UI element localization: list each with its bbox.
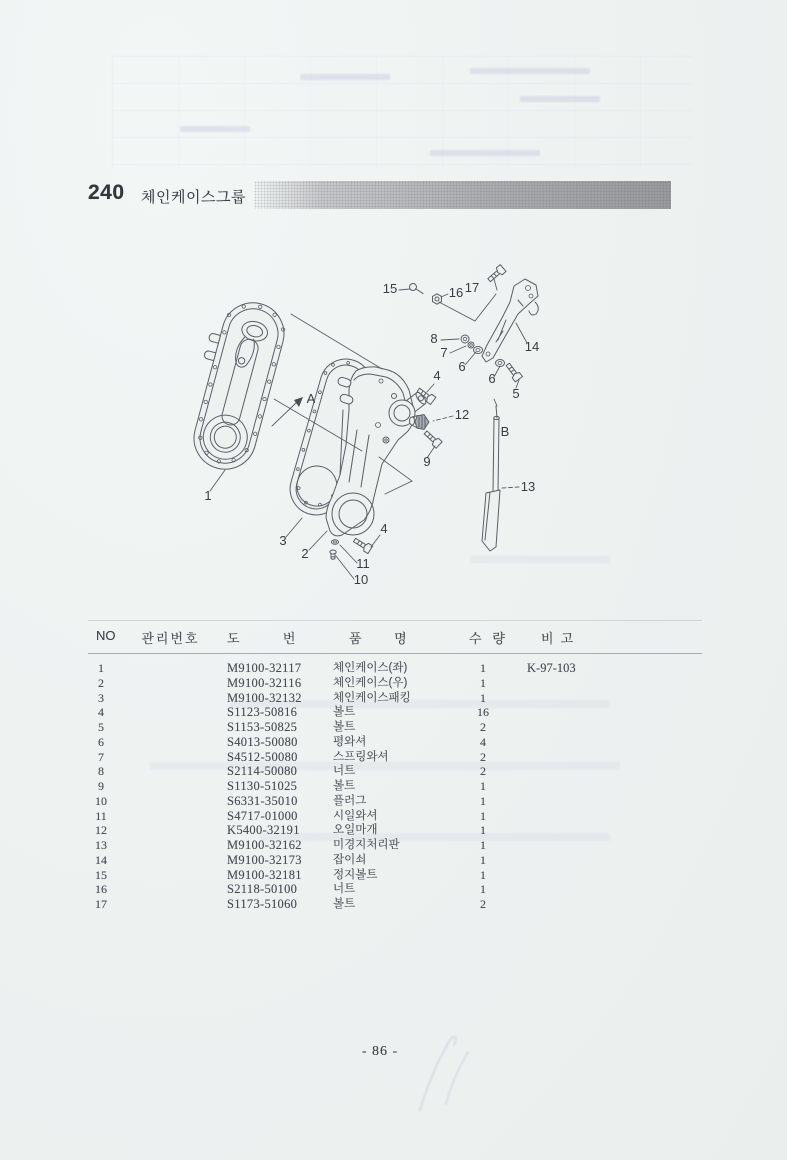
cell-remarks <box>513 868 702 883</box>
cell-part-name: 플러그 <box>333 794 367 807</box>
cell-no: 17 <box>95 897 107 911</box>
cell-part-name: 시일와셔 <box>333 809 378 822</box>
view-label-b: B <box>500 424 510 439</box>
cell-remarks <box>513 676 702 691</box>
cell-remarks <box>513 809 702 824</box>
cell-management-number <box>114 720 227 735</box>
cell-drawing-number: S6331-35010 <box>227 793 298 808</box>
cell-management-number <box>114 764 227 779</box>
table-row <box>88 764 702 779</box>
cell-no: 15 <box>95 867 107 882</box>
cell-management-number <box>114 897 227 912</box>
table-row <box>88 720 702 735</box>
cell-part-name: 스프링와셔 <box>333 750 389 763</box>
spring-washer-7-icon <box>468 342 474 348</box>
cell-quantity: 1 <box>480 661 486 675</box>
cell-remarks <box>513 720 702 735</box>
table-row <box>88 868 702 883</box>
part-label: 15 <box>382 281 398 296</box>
part-label: 6 <box>458 359 466 374</box>
cell-part-name: 볼트 <box>333 780 356 792</box>
parts-diagram-drawing <box>150 250 620 620</box>
parts-table <box>88 620 702 912</box>
cell-remarks <box>513 691 702 706</box>
part-label: 8 <box>430 331 438 346</box>
cell-drawing-number: M9100-32173 <box>227 852 302 867</box>
table-row <box>88 750 702 765</box>
scan-ghost-mark <box>180 126 250 132</box>
header-management-number: 관리번호 <box>141 631 200 646</box>
table-row <box>88 809 702 824</box>
cell-management-number <box>114 676 227 691</box>
cell-drawing-number: S1123-50816 <box>227 705 298 720</box>
cell-drawing-number: M9100-32117 <box>227 661 302 675</box>
table-row <box>88 853 702 868</box>
seal-washer-11-icon <box>332 540 339 545</box>
cell-part-name: 볼트 <box>333 721 356 733</box>
cell-quantity: 1 <box>480 882 486 897</box>
cell-part-name: 체인케이스(좌) <box>333 662 408 674</box>
bolt-9-icon <box>422 429 442 448</box>
cell-remarks <box>513 735 702 750</box>
cell-management-number <box>114 809 227 824</box>
cell-management-number <box>114 838 227 853</box>
header-drawing-number: 도 번 <box>227 631 296 646</box>
cell-drawing-number: S4512-50080 <box>227 749 298 764</box>
cell-part-name: 오일마개 <box>333 824 378 837</box>
header-remarks: 비 고 <box>541 631 574 646</box>
oil-plug-12-icon <box>410 415 430 430</box>
part-label: 12 <box>454 407 470 422</box>
cell-management-number <box>114 853 227 868</box>
part-label: 7 <box>440 345 448 360</box>
cell-quantity: 2 <box>480 749 486 764</box>
part-label: 6 <box>488 371 496 386</box>
cell-quantity: 1 <box>480 690 486 705</box>
cell-part-name: 체인케이스(우) <box>333 676 408 689</box>
cell-no: 13 <box>95 838 107 852</box>
cell-remarks: K-97-103 <box>527 661 576 675</box>
cell-no: 12 <box>95 823 107 838</box>
table-row <box>88 823 702 838</box>
table-row <box>88 897 702 912</box>
cell-management-number <box>114 823 227 838</box>
cell-quantity: 1 <box>480 793 486 808</box>
cell-quantity: 2 <box>480 720 486 734</box>
cell-no: 2 <box>98 675 104 690</box>
cell-no: 8 <box>98 764 104 779</box>
table-row <box>88 676 702 691</box>
cell-remarks <box>513 794 702 809</box>
cell-part-name: 잡이쇠 <box>333 853 367 866</box>
view-label-a: A <box>306 391 316 406</box>
cell-quantity: 16 <box>477 705 489 720</box>
cell-drawing-number: S1130-51025 <box>227 779 298 793</box>
flat-washer-6-icon <box>474 347 483 354</box>
part-label: 1 <box>204 488 212 503</box>
cell-remarks <box>513 882 702 897</box>
stop-bolt-15-icon <box>408 282 425 296</box>
cell-remarks <box>513 764 702 779</box>
table-row <box>88 794 702 809</box>
cell-drawing-number: S4013-50080 <box>227 734 298 749</box>
cell-no: 14 <box>95 852 107 867</box>
part-label: 10 <box>353 572 369 587</box>
page-number: - 86 - <box>361 1044 399 1059</box>
cell-no: 7 <box>98 749 104 764</box>
cell-drawing-number: S1173-51060 <box>227 897 298 911</box>
cell-quantity: 1 <box>480 867 486 882</box>
cell-part-name: 평와셔 <box>333 735 367 748</box>
section-header-bar <box>254 181 671 209</box>
cell-drawing-number: M9100-32132 <box>227 690 302 705</box>
scan-ghost-grid <box>112 56 692 168</box>
cell-quantity: 1 <box>480 823 486 838</box>
cell-remarks <box>513 779 702 794</box>
header-no: NO <box>96 628 116 643</box>
cell-part-name: 너트 <box>333 883 356 896</box>
cell-part-name: 볼트 <box>333 898 356 910</box>
header-part-name: 품 명 <box>349 631 407 646</box>
scan-ghost-mark <box>430 150 540 156</box>
flat-washer-6-icon <box>496 360 505 367</box>
cell-management-number <box>114 882 227 897</box>
cell-quantity: 1 <box>480 675 486 690</box>
parts-table-header <box>88 620 702 654</box>
cell-no: 5 <box>98 720 104 734</box>
cell-no: 16 <box>95 882 107 897</box>
cell-quantity: 2 <box>480 764 486 779</box>
assembly-line <box>379 457 412 494</box>
table-row <box>88 882 702 897</box>
table-row <box>88 705 702 720</box>
cell-management-number <box>114 705 227 720</box>
parts-diagram <box>150 250 620 620</box>
scan-ghost-handwriting <box>398 1032 488 1132</box>
scan-ghost-mark <box>300 74 390 80</box>
cell-management-number <box>114 735 227 750</box>
table-row <box>88 838 702 853</box>
cell-no: 4 <box>98 705 104 720</box>
cell-quantity: 4 <box>480 734 486 749</box>
part-label: 2 <box>301 546 309 561</box>
cell-drawing-number: K5400-32191 <box>227 823 300 838</box>
parts-table-body <box>88 654 702 912</box>
table-row <box>88 779 702 794</box>
cell-quantity: 1 <box>480 838 486 852</box>
cell-remarks <box>513 750 702 765</box>
cell-no: 3 <box>98 690 104 705</box>
part-label: 16 <box>448 285 464 300</box>
cell-no: 9 <box>98 779 104 793</box>
scan-ghost-mark <box>470 68 590 74</box>
bolt-5-icon <box>504 362 522 382</box>
part-label: 11 <box>356 556 370 571</box>
cell-management-number <box>114 661 227 676</box>
part-label: 14 <box>524 339 540 354</box>
cell-part-name: 정지볼트 <box>333 868 378 881</box>
bolt-17-icon <box>486 265 506 284</box>
part-label: 4 <box>433 368 441 383</box>
cell-part-name: 체인케이스패킹 <box>333 691 411 704</box>
cell-management-number <box>114 779 227 794</box>
cell-drawing-number: S2118-50100 <box>227 882 298 897</box>
cell-management-number <box>114 868 227 883</box>
cell-part-name: 미경지처리판 <box>333 839 400 851</box>
cell-quantity: 1 <box>480 852 486 867</box>
scan-ghost-mark <box>520 96 600 102</box>
cell-remarks <box>513 705 702 720</box>
cell-drawing-number: M9100-32162 <box>227 838 302 852</box>
table-row <box>88 735 702 750</box>
cell-management-number <box>114 750 227 765</box>
cell-quantity: 2 <box>480 897 486 911</box>
chain-case-left-drawing <box>177 293 291 476</box>
cell-drawing-number: S2114-50080 <box>227 764 298 779</box>
cell-part-name: 너트 <box>333 765 356 778</box>
nut-8-icon <box>461 335 469 343</box>
part-label: 3 <box>279 533 287 548</box>
cell-no: 1 <box>98 661 104 675</box>
cell-drawing-number: S4717-01000 <box>227 808 298 823</box>
part-label: 17 <box>464 280 480 295</box>
cell-no: 11 <box>95 808 107 823</box>
section-title: 체인케이스그룹 <box>141 189 246 206</box>
part-label: 5 <box>512 386 520 401</box>
cell-remarks <box>513 823 702 838</box>
cell-quantity: 1 <box>480 779 486 793</box>
table-row <box>88 691 702 706</box>
cell-management-number <box>114 691 227 706</box>
part-label: 9 <box>423 454 431 469</box>
part-label: 13 <box>520 479 536 494</box>
cell-drawing-number: M9100-32181 <box>227 867 302 882</box>
header-quantity: 수 량 <box>469 631 505 646</box>
cell-quantity: 1 <box>480 808 486 823</box>
view-a-arrow <box>272 397 303 426</box>
cell-drawing-number: S1153-50825 <box>227 720 298 734</box>
cell-no: 6 <box>98 734 104 749</box>
bolt-4-icon <box>352 536 372 553</box>
plug-10-icon <box>330 550 336 559</box>
cell-management-number <box>114 794 227 809</box>
cell-remarks <box>513 838 702 853</box>
cell-remarks <box>513 897 702 912</box>
cell-drawing-number: M9100-32116 <box>227 675 302 690</box>
cell-part-name: 볼트 <box>333 706 356 719</box>
cell-no: 10 <box>95 793 107 808</box>
cell-remarks <box>513 853 702 868</box>
section-number: 240 <box>88 181 125 204</box>
treatment-blade-drawing <box>482 399 500 551</box>
table-row <box>88 661 702 676</box>
part-label: 4 <box>380 521 388 536</box>
